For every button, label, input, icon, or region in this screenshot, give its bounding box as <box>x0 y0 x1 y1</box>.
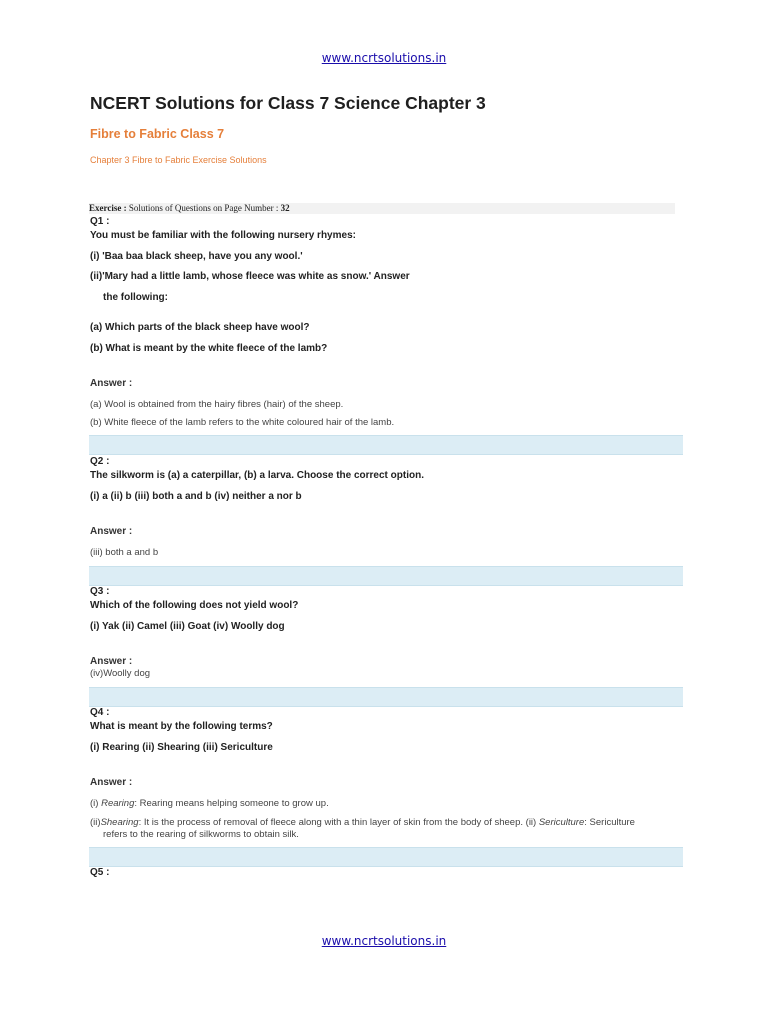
q2-line: (i) a (ii) b (iii) both a and b (iv) neither a nor b <box>90 491 302 502</box>
answer-prefix: (i) <box>90 798 99 809</box>
q2-answer-line: (iii) both a and b <box>90 547 159 558</box>
term-sericulture: Sericulture <box>538 817 585 828</box>
q1-answer-line: (b) White fleece of the lamb refers to the white coloured hair of the lamb. <box>90 417 395 428</box>
q2-line: The silkworm is (a) a caterpillar, (b) a larva. Choose the correct option. <box>90 470 424 481</box>
exercise-bar <box>89 203 675 214</box>
exercise-label: Exercise : <box>89 203 127 213</box>
question-separator <box>89 687 683 707</box>
header-site-link[interactable]: www.ncrtsolutions.in <box>321 51 447 65</box>
q3-line: (i) Yak (ii) Camel (iii) Goat (iv) Woolly dog <box>90 621 285 632</box>
q1-line: the following: <box>103 292 168 303</box>
q4-number: Q4 : <box>90 707 110 718</box>
exercise-page-number: 32 <box>280 203 290 213</box>
answer-text: : It is the process of removal of fleece along with a thin layer of skin from the body of sheep. (ii) <box>138 817 537 828</box>
q2-number: Q2 : <box>90 456 110 467</box>
q3-line: Which of the following does not yield wool? <box>90 600 299 611</box>
q1-line: You must be familiar with the following nursery rhymes: <box>90 230 356 241</box>
answer-text: : Sericulture <box>584 817 635 828</box>
q1-line: (b) What is meant by the white fleece of the lamb? <box>90 343 328 354</box>
q1-line: (a) Which parts of the black sheep have wool? <box>90 322 310 333</box>
q1-answer-label: Answer : <box>90 378 133 389</box>
question-separator <box>89 566 683 586</box>
page-title: NCERT Solutions for Class 7 Science Chapter 3 <box>90 93 486 113</box>
q4-answer-label: Answer : <box>90 777 133 788</box>
q4-answer-line <box>90 817 635 828</box>
question-separator <box>89 435 683 455</box>
q5-number: Q5 : <box>90 867 110 878</box>
q1-number: Q1 : <box>90 216 110 227</box>
term-rearing: Rearing <box>101 798 135 809</box>
footer-site-link[interactable]: www.ncrtsolutions.in <box>321 934 447 948</box>
answer-text: : Rearing means helping someone to grow up. <box>134 798 329 809</box>
subtitle: Fibre to Fabric Class 7 <box>90 127 225 141</box>
section-title: Chapter 3 Fibre to Fabric Exercise Solutions <box>90 155 267 165</box>
q1-answer-line: (a) Wool is obtained from the hairy fibres (hair) of the sheep. <box>90 399 344 410</box>
q4-answer-line: refers to the rearing of silkworms to obtain silk. <box>103 829 299 840</box>
q2-answer-label: Answer : <box>90 526 133 537</box>
q4-line: What is meant by the following terms? <box>90 721 273 732</box>
q1-line: (i) 'Baa baa black sheep, have you any wool.' <box>90 251 303 262</box>
q4-answer-line <box>90 798 329 809</box>
q4-line: (i) Rearing (ii) Shearing (iii) Sericulture <box>90 742 273 753</box>
q3-answer-line: (iv)Woolly dog <box>90 668 151 679</box>
exercise-text: Solutions of Questions on Page Number : <box>128 203 279 213</box>
q3-answer-label: Answer : <box>90 656 133 667</box>
q3-number: Q3 : <box>90 586 110 597</box>
answer-prefix: (ii) <box>90 817 101 828</box>
q1-line: (ii)'Mary had a little lamb, whose fleece was white as snow.' Answer <box>90 271 410 282</box>
question-separator <box>89 847 683 867</box>
term-shearing: Shearing <box>100 817 139 828</box>
